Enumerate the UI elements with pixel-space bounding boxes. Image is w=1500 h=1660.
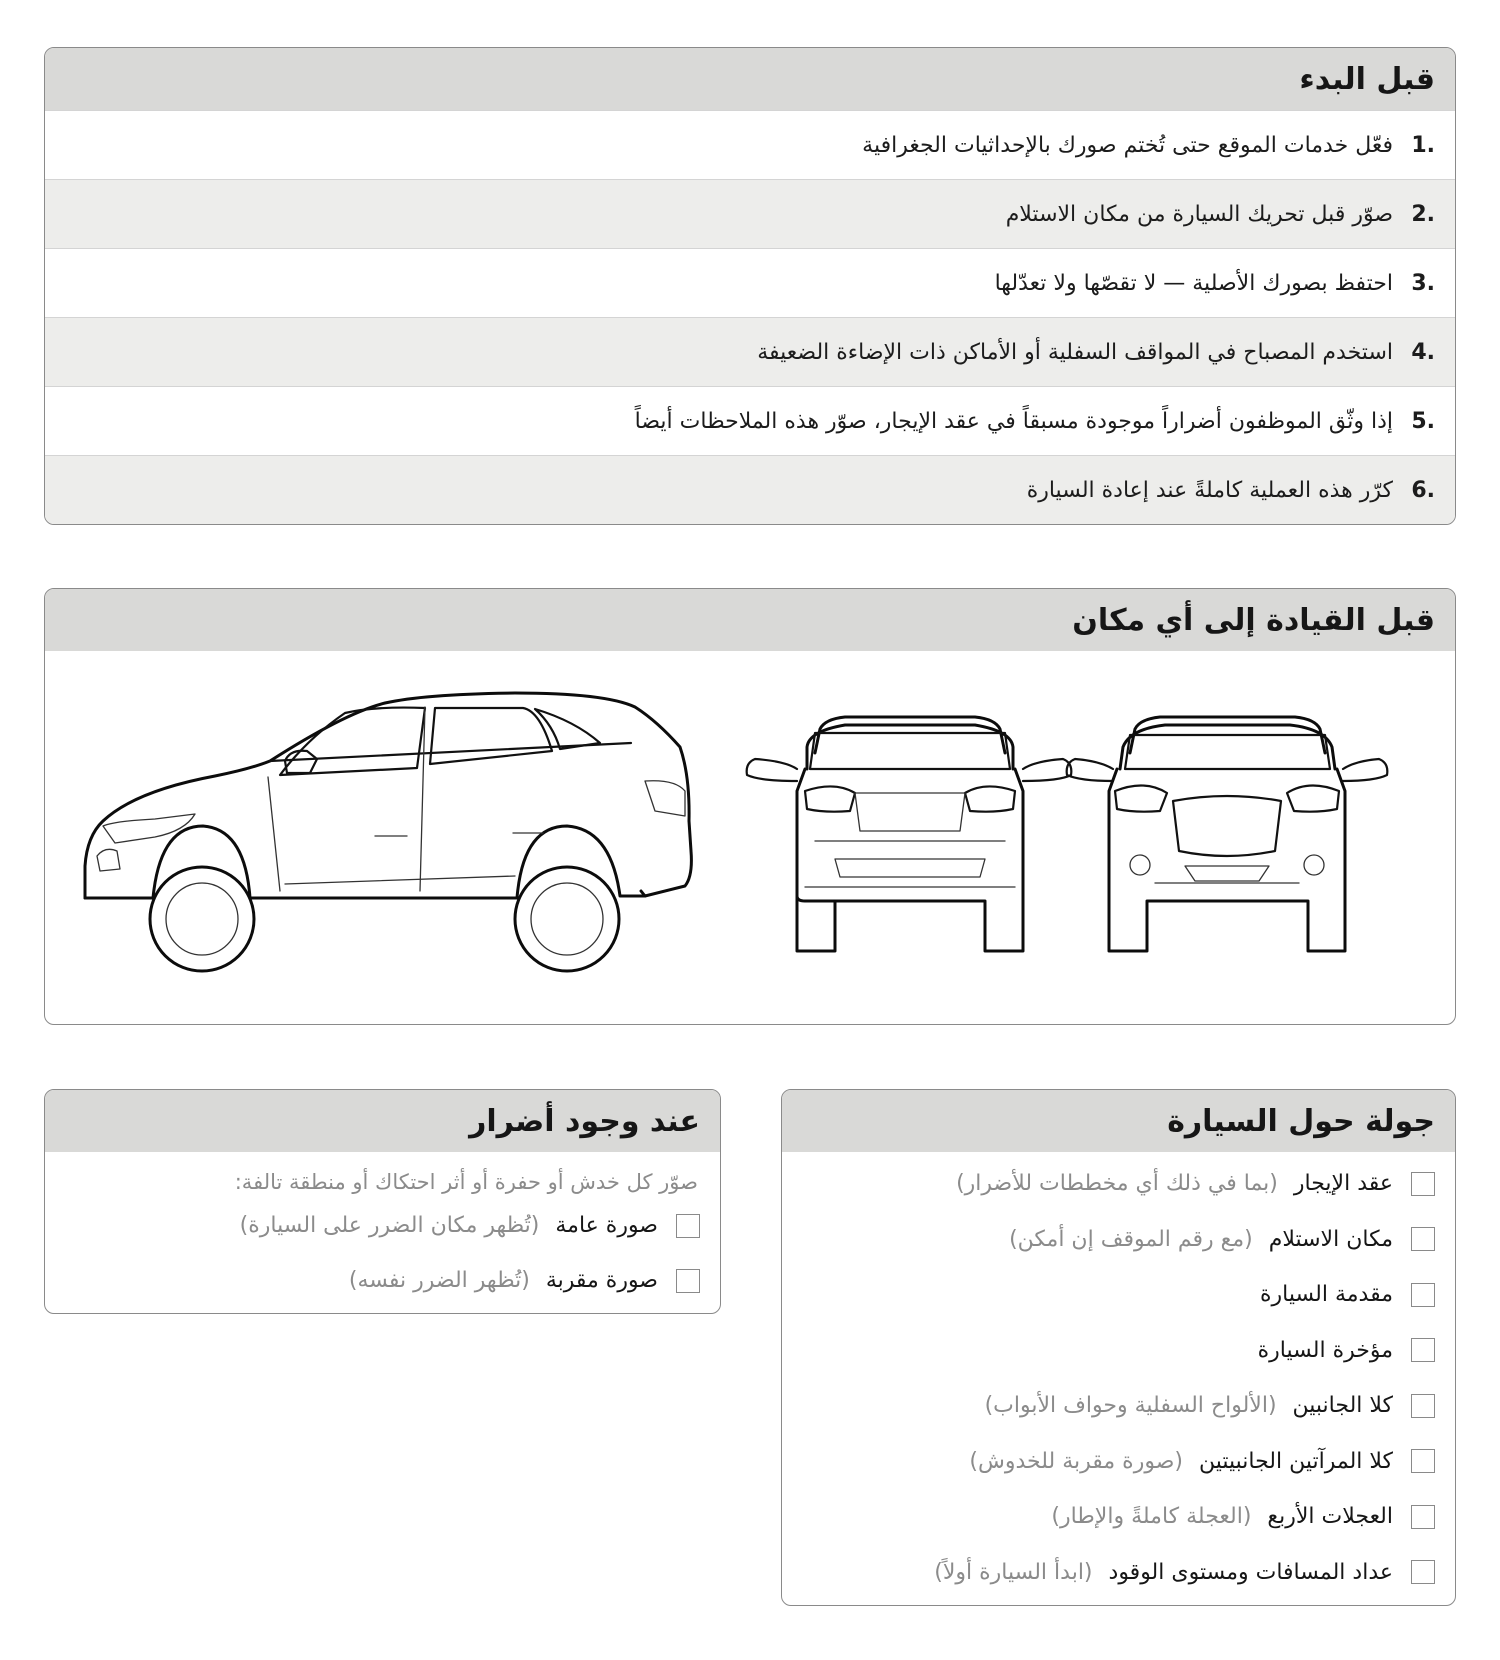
walkaround-item-note: (الألواح السفلية وحواف الأبواب) <box>984 1393 1277 1419</box>
walkaround-item-note: (بما في ذلك أي مخططات للأضرار) <box>956 1171 1278 1197</box>
step-row <box>45 248 1455 317</box>
walkaround-item <box>782 1212 1455 1268</box>
step-text: صوّر قبل تحريك السيارة من مكان الاستلام <box>1005 201 1393 227</box>
step-text: استخدم المصباح في المواقف السفلية أو الأماكن ذات الإضاءة الضعيفة <box>757 339 1393 365</box>
damage-item-note: (تُظهر الضرر نفسه) <box>348 1268 530 1293</box>
before-drive-panel <box>44 588 1456 1025</box>
walkaround-item-label: عداد المسافات ومستوى الوقود <box>1108 1559 1393 1585</box>
checkbox[interactable] <box>676 1214 700 1238</box>
checkbox[interactable] <box>1411 1449 1435 1473</box>
step-row <box>45 110 1455 179</box>
step-number: 5. <box>1411 408 1435 434</box>
walkaround-item-note: (مع رقم الموقف إن أمكن) <box>1009 1226 1253 1252</box>
walkaround-item-note: (العجلة كاملةً والإطار) <box>1051 1504 1252 1530</box>
walkaround-item-label: مقدمة السيارة <box>1260 1282 1393 1308</box>
step-number: 4. <box>1411 339 1435 365</box>
step-row <box>45 317 1455 386</box>
walkaround-item <box>782 1323 1455 1379</box>
step-text: إذا وثّق الموظفون أضراراً موجودة مسبقاً في عقد الإيجار، صوّر هذه الملاحظات أيضاً <box>634 408 1393 434</box>
walkaround-item-label: مؤخرة السيارة <box>1257 1337 1393 1363</box>
walkaround-item-note: (صورة مقربة للخدوش) <box>969 1448 1183 1474</box>
before-drive-title: قبل القيادة إلى أي مكان <box>45 589 1455 651</box>
checkbox[interactable] <box>1411 1394 1435 1418</box>
step-row <box>45 179 1455 248</box>
walkaround-checklist <box>782 1152 1455 1600</box>
step-number: 3. <box>1411 270 1435 296</box>
walkaround-item <box>782 1545 1455 1601</box>
damage-item <box>45 1253 720 1308</box>
walkaround-item-label: العجلات الأربع <box>1267 1504 1393 1530</box>
before-start-panel <box>44 47 1456 525</box>
walkaround-item <box>782 1267 1455 1323</box>
walkaround-item <box>782 1489 1455 1545</box>
step-row <box>45 386 1455 455</box>
checkbox[interactable] <box>1411 1505 1435 1529</box>
walkaround-item-label: كلا المرآتين الجانبيتين <box>1198 1448 1393 1474</box>
damage-item-note: (تُظهر مكان الضرر على السيارة) <box>239 1213 540 1238</box>
step-number: 6. <box>1411 477 1435 503</box>
step-text: كرّر هذه العملية كاملةً عند إعادة السيارة <box>1026 477 1393 503</box>
step-text: فعّل خدمات الموقع حتى تُختم صورك بالإحداثيات الجغرافية <box>862 132 1393 158</box>
damage-intro: صوّر كل خدش أو حفرة أو أثر احتكاك أو منطقة تالفة: <box>234 1170 698 1194</box>
step-number: 2. <box>1411 201 1435 227</box>
car-outline-diagram <box>45 651 1456 1025</box>
steps-list <box>45 110 1455 524</box>
car-front-view <box>1067 717 1388 951</box>
checkbox[interactable] <box>1411 1172 1435 1196</box>
step-row <box>45 455 1455 524</box>
checkbox[interactable] <box>676 1269 700 1293</box>
step-number: 1. <box>1411 132 1435 158</box>
car-side-view <box>85 693 691 971</box>
walkaround-item-label: كلا الجانبين <box>1292 1393 1393 1419</box>
walkaround-item <box>782 1156 1455 1212</box>
walkaround-item <box>782 1378 1455 1434</box>
walkaround-item-label: عقد الإيجار <box>1293 1171 1393 1197</box>
walkaround-panel <box>781 1089 1456 1606</box>
checkbox[interactable] <box>1411 1560 1435 1584</box>
walkaround-item-note: (ابدأ السيارة أولاً) <box>934 1559 1093 1585</box>
before-start-title: قبل البدء <box>45 48 1455 110</box>
damage-title: عند وجود أضرار <box>45 1090 720 1152</box>
damage-item-label: صورة عامة <box>555 1213 658 1238</box>
car-rear-view <box>747 717 1072 951</box>
damage-item <box>45 1198 720 1253</box>
walkaround-item <box>782 1434 1455 1490</box>
damage-panel <box>44 1089 721 1314</box>
damage-checklist <box>45 1198 720 1308</box>
checkbox[interactable] <box>1411 1283 1435 1307</box>
damage-item-label: صورة مقربة <box>545 1268 658 1293</box>
checkbox[interactable] <box>1411 1338 1435 1362</box>
checkbox[interactable] <box>1411 1227 1435 1251</box>
walkaround-title: جولة حول السيارة <box>782 1090 1455 1152</box>
walkaround-item-label: مكان الاستلام <box>1268 1226 1393 1252</box>
step-text: احتفظ بصورك الأصلية — لا تقصّها ولا تعدّلها <box>994 270 1393 296</box>
